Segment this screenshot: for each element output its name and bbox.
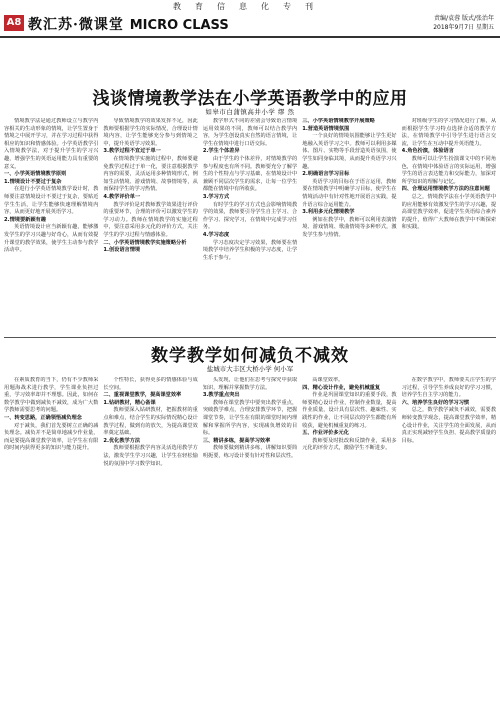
article2-title: 数学教学如何减负不减效 <box>151 346 349 366</box>
body-paragraph: 教师要深入钻研教材，把握教材的重点和难点，结合学生的实际情况精心设计教学过程，做到有的放矢，为提高课堂效率奠定基础。 <box>103 407 198 437</box>
article2-column <box>203 377 297 705</box>
body-paragraph: 情境教学法是通过教师设立与教学内容相关的生动形象的情境，让学生置身于情境之中展开学习，并在学习过程中获得相应的知识和情感体验。小学英语教学引入情境教学法，对于提升学生的学习兴趣，增强学生的英语运用能力具有重要的意义。 <box>4 118 99 170</box>
section-heading: 二、重视课堂教学，提高课堂效率 <box>103 392 182 399</box>
masthead-strip <box>0 0 500 11</box>
section-heading: 四、精心设计作业，避免机械重复 <box>302 384 381 391</box>
article2-author: 盐城市大丰区大桥小学 何小军 <box>206 365 294 373</box>
column-title-cn: 教汇苏·微课堂 <box>28 17 124 33</box>
article1-column <box>203 118 297 318</box>
body-paragraph: 教学形式不同的差别会导致语言情境运用效果的不同，教师可以结合教学内容，为学生创设真实自然的语言情境，让学生在情境中进行口语交际。 <box>202 118 298 147</box>
article1-column <box>4 118 98 318</box>
section-heading: 4.角色扮演，体验语言 <box>401 148 454 155</box>
page-header <box>0 13 500 35</box>
body-paragraph: 英语学习的目标在于语言运用，教师要在情境教学中明确学习目标，使学生在情境活动中有针对性地开展语言实践，提升语言综合运用能力。 <box>302 178 397 208</box>
body-paragraph: 教师要做到精讲多练，讲解知识要简明扼要，练习设计要有针对性和层次性。 <box>202 445 298 459</box>
section-heading: 一、小学英语情境教学原则 <box>4 171 67 178</box>
editor-info <box>433 14 494 32</box>
article1-column <box>302 118 396 318</box>
body-paragraph: 对班级学生的学习情况进行了解，从而根据学生学习特点选择合适的教学方法，在情境教学中引导学生进行语言交流，让学生在互动中提升英语能力。 <box>401 118 497 147</box>
body-paragraph: 由于学生的个体差异，对情境教学的参与程度也有所不同。教师要充分了解学生的个性特点与学习基础，在情境设计中兼顾不同层次学生的需求，让每一位学生都能在情境中有所收获。 <box>202 155 298 193</box>
article2-column <box>103 377 197 705</box>
body-paragraph: 在情境教学实施的过程中，教师要避免教学过程过于单一化，要注意根据教学内容的需要，灵活运用多种情境形式，例如生活情境、游戏情境、故事情境等，从而保持学生的学习热情。 <box>103 155 198 193</box>
section-heading: 六、培养学生良好的学习习惯 <box>401 399 470 406</box>
body-paragraph: 教师可以让学生扮演课文中的不同角色，在情境中体验语言的实际运用，增强学生的语言表达能力和交际能力，加深对所学知识的理解与记忆。 <box>401 155 497 185</box>
body-paragraph: 对于减负，我们首先要树立正确的减负理念。减负并不是简单地减少作业量，而是要提高课堂教学效率，让学生在有限的时间内获得更多的知识与能力提升。 <box>4 422 99 452</box>
section-heading: 二、小学英语情境教学实施策略分析 <box>103 239 187 246</box>
body-paragraph: 在素质教育的当下，仍有不少教师采用题海战术进行教学，学生课业负担过重，学习效率却并不理想。因此，如何在数学教学中做到减负不减效，成为广大数学教师需要思考的问题。 <box>4 377 99 414</box>
section-heading: 三、精讲多练，提高学习效率 <box>202 437 271 444</box>
editor-line: 责编/袁蓉 版式/张治年 <box>434 15 494 22</box>
article2-column <box>302 377 396 705</box>
article2-body <box>4 377 496 705</box>
body-paragraph: 在数学教学中，教师要关注学生的学习过程，引导学生养成良好的学习习惯，培养学生自主学习的能力。 <box>401 377 497 399</box>
section-heading: 3.教学过程不宜过于单一 <box>103 148 161 155</box>
body-paragraph: 总之，数学教学减负不减效，需要教师转变教学观念，提高课堂教学效率，精心设计作业，关注学生的全面发展，从而真正实现减轻学生负担、提高教学质量的目标。 <box>401 407 497 444</box>
section-heading: 1.情境设计不要过于复杂 <box>4 178 62 185</box>
section-heading: 2.情境要新颖有趣 <box>4 216 46 223</box>
section-heading: 一、转变思路，正确领悟减负理念 <box>4 414 82 421</box>
body-paragraph: 教师在课堂教学中要突出教学重点，突破教学难点，合理安排教学环节，把握课堂节奏，让学生在有限的课堂时间内理解和掌握所学内容，实现减负增效的目标。 <box>202 399 298 437</box>
section-heading: 3.学习方式 <box>202 193 230 200</box>
section-heading: 4.教学评价单一 <box>103 193 141 200</box>
body-paragraph: 有时学生的学习方式也会影响情境教学的效果，教师要引导学生自主学习、合作学习、探究学习，在情境中完成学习任务。 <box>202 201 298 231</box>
body-paragraph: 例如在教学中，教师可以利用表演情境、游戏情境、歌曲情境等多种形式，激发学生参与热情。 <box>302 216 397 238</box>
section-heading: 2.优化教学方法 <box>103 437 141 444</box>
article1-title: 浅谈情境教学法在小学英语教学中的应用 <box>92 89 408 109</box>
body-paragraph: 教师要根据教学内容灵活选用教学方法，激发学生学习兴趣，让学生在轻松愉悦的氛围中学习数学知识。 <box>103 445 198 467</box>
body-paragraph: 作业是巩固课堂知识的重要手段，教师要精心设计作业，控制作业数量，提高作业质量，设计具有层次性、趣味性、实践性的作业，让不同层次的学生都能有所收获，避免机械重复的练习。 <box>302 392 397 429</box>
section-heading: 1.营造英语情境氛围 <box>302 125 350 132</box>
section-heading: 3.教学重点突出 <box>202 392 240 399</box>
article1-column <box>103 118 197 318</box>
section-heading: 1.创设语言情境 <box>103 247 141 254</box>
body-paragraph: 导致情境教学的效果发挥不足，因此教师要根据学生的实际情况，合理设计情境内容，让学生能够充分参与到情境之中，提升英语学习效果。 <box>103 118 198 147</box>
section-heading: 4.学习态度 <box>202 231 230 238</box>
section-heading: 四、合理运用情境教学方法的注意问题 <box>401 186 490 193</box>
body-paragraph: 教学评价是对教师教学效果进行评价的重要环节，合理的评价可以激发学生的学习动力。教师在情境教学的实施过程中，要注意采用多元化的评价方式，关注学生的学习过程与情感体验。 <box>103 201 198 238</box>
section-heading: 五、作业评价多元化 <box>302 430 349 437</box>
body-paragraph: 高课堂效率。 <box>312 377 344 383</box>
body-paragraph: 英语情境设计应当新颖有趣，能够激发学生的学习兴趣与好奇心，从而有效提升课堂的教学效果，使学生主动参与教学活动中。 <box>4 224 99 254</box>
body-paragraph: 学习态度决定学习效果，教师要在情境教学中培养学生积极的学习态度，让学生乐于参与。 <box>202 239 298 261</box>
date-line: 2018年9月7日 星期五 <box>433 24 494 31</box>
section-heading: 2.学生个体差异 <box>202 148 240 155</box>
body-paragraph: 总之，情境教学法在小学英语教学中的应用能够有效激发学生的学习兴趣，提高课堂教学效率，促进学生英语综合素养的提升，值得广大教师在教学中不断探索和实践。 <box>401 193 497 231</box>
body-paragraph: 头发现，让他们在思考与探究中获取知识，理解并掌握数学方法。 <box>202 377 298 391</box>
masthead-strip-text: 教育信息化专刊 <box>173 2 327 11</box>
header-rule <box>0 36 500 38</box>
body-paragraph: 个性特长，获得更多的情感体验与成长空间。 <box>103 377 198 391</box>
column-title <box>28 14 229 34</box>
article-divider <box>4 337 496 338</box>
body-paragraph: 教师要及时批改和反馈作业，采用多元化的评价方式，激励学生不断进步。 <box>302 437 397 452</box>
article1-body <box>4 118 496 318</box>
article2-column <box>4 377 98 705</box>
article1-author: 如皋市白蒲镇高井小学 缪 然 <box>205 108 295 116</box>
section-heading: 3.利用多元化情境教学 <box>302 209 355 216</box>
body-paragraph: 一个良好的情境氛围能够让学生更好地融入英语学习之中。教师可以利用多媒体、图片、实物等手段营造英语氛围，使学生如同身临其境，从而提升英语学习兴趣。 <box>302 133 397 170</box>
section-heading: 1.钻研教材，精心备课 <box>103 399 156 406</box>
article2-column <box>402 377 496 705</box>
section-heading: 2.明确语言学习目标 <box>302 171 350 178</box>
page-number-badge: A8 <box>4 15 24 31</box>
article1-column <box>402 118 496 318</box>
section-heading: 三、小学英语情境教学开展策略 <box>302 118 375 124</box>
body-paragraph: 在进行小学英语情境教学设计时，教师要注意情境设计不要过于复杂，要贴近学生生活，让学生能够快速理解情境内容，从而更好地开展英语学习。 <box>4 186 99 216</box>
column-title-en: MICRO CLASS <box>129 18 229 33</box>
